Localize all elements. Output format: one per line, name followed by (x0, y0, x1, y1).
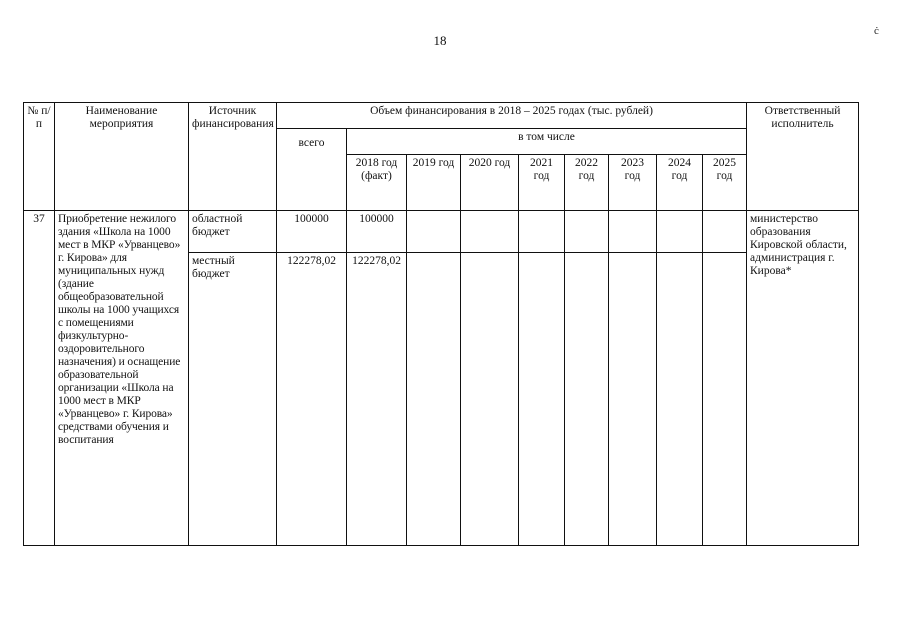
local-total: 122278,02 (277, 253, 347, 546)
regional-2024 (657, 211, 703, 253)
header-year-2021: 2021 год (519, 155, 565, 211)
page-number: 18 (433, 33, 447, 48)
header-year-2023: 2023 год (609, 155, 657, 211)
header-year-2024: 2024 год (657, 155, 703, 211)
regional-2019 (407, 211, 461, 253)
header-total: всего (277, 129, 347, 211)
header-including: в том числе (347, 129, 747, 155)
row-num: 37 (24, 211, 55, 546)
header-year-2019: 2019 год (407, 155, 461, 211)
source-local: местный бюджет (189, 253, 277, 546)
header-name: Наименование мероприятия (55, 103, 189, 211)
regional-total: 100000 (277, 211, 347, 253)
row-responsible: министерство образования Кировской области, администрация г. Кирова* (747, 211, 859, 546)
local-2019 (407, 253, 461, 546)
table-row (24, 211, 859, 253)
header-year-2025: 2025 год (703, 155, 747, 211)
local-2023 (609, 253, 657, 546)
regional-2025 (703, 211, 747, 253)
row-name: Приобретение нежилого здания «Школа на 1000 мест в МКР «Урванцево» г. Кирова» для муниципальных нужд (здание общеобразовательной школы на 1000 учащихся с помещениями физкультурно-оздоровительного назначения) и оснащение образовательной организации «Школа на 1000 мест в МКР «Урванцево» г. Кирова» средствами обучения и воспитания (55, 211, 189, 546)
regional-2021 (519, 211, 565, 253)
regional-2022 (565, 211, 609, 253)
header-year-2020: 2020 год (461, 155, 519, 211)
header-source: Источник финансирования (189, 103, 277, 211)
regional-2020 (461, 211, 519, 253)
header-year-2022: 2022 год (565, 155, 609, 211)
regional-2023 (609, 211, 657, 253)
source-regional: областной бюджет (189, 211, 277, 253)
local-2025 (703, 253, 747, 546)
header-num: № п/п (24, 103, 55, 211)
header-volume: Объем финансирования в 2018 – 2025 годах (тыс. рублей) (277, 103, 747, 129)
local-2020 (461, 253, 519, 546)
local-2021 (519, 253, 565, 546)
financing-table (23, 102, 859, 546)
header-year-2018: 2018 год (факт) (347, 155, 407, 211)
corner-mark: ċ (874, 25, 879, 37)
local-2022 (565, 253, 609, 546)
regional-2018: 100000 (347, 211, 407, 253)
local-2024 (657, 253, 703, 546)
header-responsible: Ответственный исполнитель (747, 103, 859, 211)
local-2018: 122278,02 (347, 253, 407, 546)
